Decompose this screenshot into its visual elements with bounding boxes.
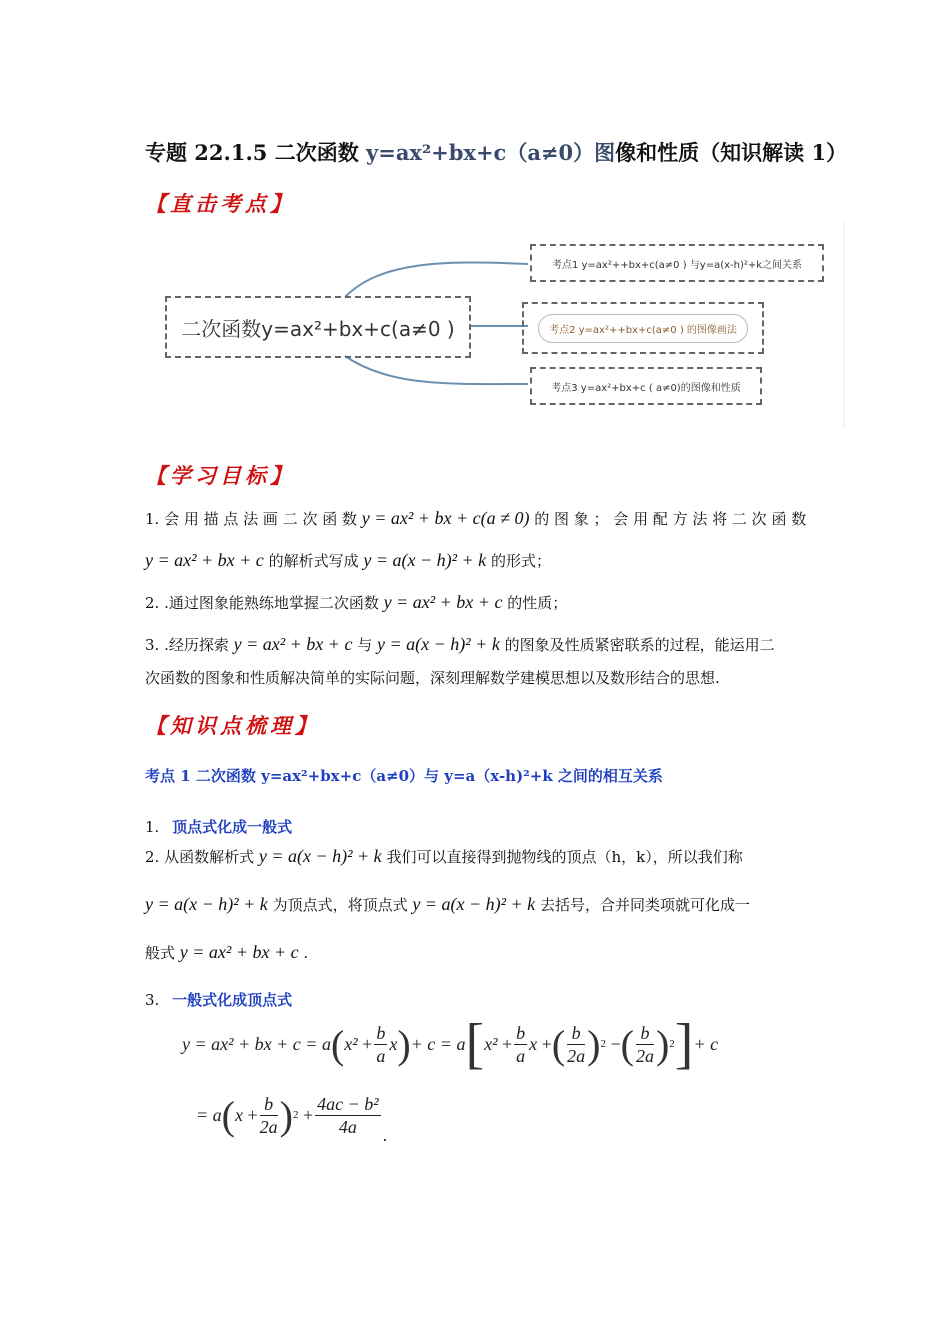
section-heading-shuli: 【知识点梳理】: [145, 713, 320, 738]
kp1-item-2-line-3: 般式 y = ax² + bx + c .: [145, 942, 309, 962]
mind-map: [150, 222, 850, 427]
kp1-item-1: 1. 顶点式化成一般式: [145, 818, 293, 836]
goal-1-line-1: 1. 会 用 描 点 法 画 二 次 函 数 y = ax² + bx + c(a ≠ 0) 的 图 象 ； 会 用 配 方 法 将 二 次 函 数: [145, 508, 807, 528]
kp1-item-2-line-1: 2. 从函数解析式 y = a(x − h)² + k 我们可以直接得到抛物线的顶点（h，k），所以我们称: [145, 846, 743, 866]
mind-map-node-1: 考点1 y=ax²++bx+c(a≠0 ) 与y=a(x-h)²+k之间关系: [530, 244, 824, 282]
mind-map-node-2: 考点2 y=ax²++bx+c(a≠0 ) 的图像画法: [538, 314, 748, 343]
fraction-4ac-minus-b2-over-4a: $\frac{\text{4ac − b²}}{4a}$: [317, 1093, 379, 1137]
derivation-line-2: = a ( x + $\frac{b}{2a}$ ) 2 + $\frac{\text{4ac − b²}}{4a}$ .: [196, 1092, 388, 1145]
goal-1-line-2: y = ax² + bx + c 的解析式写成 y = a(x − h)² + k 的形式；: [145, 550, 551, 570]
goal-3-line-2: 次函数的图象和性质解决简单的实际问题，深刻理解数学建模思想以及数形结合的思想.: [145, 669, 720, 687]
goal-3-line-1: 3. .经历探索 y = ax² + bx + c 与 y = a(x − h)² + k 的图象及性质紧密联系的过程，能运用二: [145, 634, 775, 654]
section-heading-mubiao: 【学习目标】: [145, 463, 295, 488]
goal-2: 2. .通过图象能熟练地掌握二次函数 y = ax² + bx + c 的性质；: [145, 592, 568, 612]
mind-map-root: 二次函数y=ax²+bx+c(a≠0 ): [165, 296, 471, 358]
kp1-item-3: 3. 一般式化成顶点式: [145, 991, 293, 1009]
mind-map-node-2-frame: [522, 302, 764, 354]
fraction-b-over-a: $\frac{b}{a}$: [376, 1022, 386, 1066]
kp1-heading: 考点 1 二次函数 y=ax²+bx+c（a≠0）与 y=a（x-h)²+k 之间的相互关系: [145, 767, 663, 785]
derivation-line-1: y = ax² + bx + c = a ( x² + $\frac{b}{a}$ x ) + c = a [ x² + $\frac{b}{a}$ x + ( $\frac{b}{2a}$ ) 2 − ( $\frac{b}{2a}$ ) 2 ] + c: [182, 1013, 719, 1075]
section-heading-kaodian: 【直击考点】: [145, 191, 295, 216]
kp1-item-2-line-2: y = a(x − h)² + k 为顶点式，将顶点式 y = a(x − h)² + k 去括号，合并同类项就可化成一: [145, 894, 750, 914]
mind-map-node-3: 考点3 y=ax²+bx+c ( a≠0)的图像和性质: [530, 367, 762, 405]
page-title: 专题 22.1.5 二次函数 y=ax²+bx+c（a≠0）图像和性质（知识解读 1）: [145, 140, 848, 165]
